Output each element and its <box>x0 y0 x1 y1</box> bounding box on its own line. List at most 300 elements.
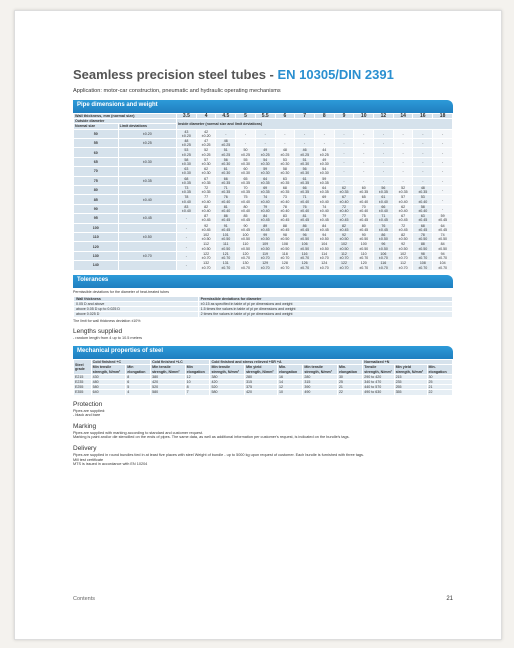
inside-diameter-cell <box>374 139 394 148</box>
inside-diameter-label: Inside diameter (normal size and limit deviations) <box>177 119 453 129</box>
contents-link[interactable]: Contents <box>73 596 96 602</box>
inside-diameter-value: 114 <box>321 251 328 256</box>
page-footer <box>73 596 453 602</box>
mechanical-value: 420 <box>210 379 245 384</box>
mechanical-sub-header: Min yield strength, N/mm² <box>394 365 427 374</box>
inside-diameter-cell <box>433 167 453 176</box>
inside-diameter-value: 48 <box>184 139 189 144</box>
inside-diameter-cell <box>393 251 413 260</box>
inside-diameter-value: 60 <box>361 186 366 191</box>
inside-diameter-value: - <box>363 131 365 136</box>
inside-diameter-value: - <box>343 159 345 164</box>
inside-diameter-cell <box>216 204 236 213</box>
inside-diameter-tolerance: ±0.70 <box>339 256 349 261</box>
inside-diameter-cell <box>314 129 334 138</box>
inside-diameter-cell <box>393 195 413 204</box>
inside-diameter-cell <box>295 242 315 251</box>
mechanical-sub-header: Min elongation <box>126 365 151 374</box>
lengths-text: - random length from 4 up to 10.5 meters <box>73 335 143 340</box>
inside-diameter-value: 68 <box>420 223 425 228</box>
inside-diameter-cell <box>236 186 256 195</box>
protection-heading: Protection <box>73 400 103 408</box>
outside-diameter-label: Outside diameter <box>74 119 177 124</box>
inside-diameter-value: 65 <box>361 195 366 200</box>
outside-diameter: 120 <box>74 242 119 251</box>
inside-diameter-cell <box>295 148 315 157</box>
inside-diameter-value: - <box>402 169 404 174</box>
inside-diameter-value: 71 <box>223 186 228 191</box>
inside-diameter-cell <box>275 186 295 195</box>
inside-diameter-cell <box>393 223 413 232</box>
inside-diameter-cell <box>413 204 433 213</box>
inside-diameter-cell <box>196 223 216 232</box>
wall-thickness-value: 12 <box>374 114 394 119</box>
inside-diameter-cell <box>295 195 315 204</box>
inside-diameter-value: 88 <box>420 242 425 247</box>
inside-diameter-value: 84 <box>322 223 327 228</box>
inside-diameter-tolerance: ±0.50 <box>319 246 329 251</box>
inside-diameter-value: 98 <box>282 233 287 238</box>
inside-diameter-value: 78 <box>420 233 425 238</box>
inside-diameter-cell <box>177 129 197 138</box>
inside-diameter-tolerance: ±0.70 <box>201 265 211 270</box>
inside-diameter-cell <box>216 129 236 138</box>
inside-diameter-value: 79 <box>263 204 268 209</box>
inside-diameter-tolerance: ±0.70 <box>300 256 310 261</box>
inside-diameter-cell <box>196 261 216 270</box>
inside-diameter-cell <box>374 148 394 157</box>
table-row <box>74 312 453 317</box>
inside-diameter-cell <box>374 157 394 166</box>
inside-diameter-cell <box>236 157 256 166</box>
table-row <box>74 148 453 157</box>
inside-diameter-tolerance: ±0.50 <box>260 246 270 251</box>
inside-diameter-tolerance: ±0.50 <box>398 246 408 251</box>
inside-diameter-cell <box>433 157 453 166</box>
inside-diameter-cell <box>393 186 413 195</box>
inside-diameter-tolerance: ±0.50 <box>438 237 448 242</box>
outside-diameter: 110 <box>74 233 119 242</box>
inside-diameter-value: 96 <box>302 233 307 238</box>
inside-diameter-cell <box>314 204 334 213</box>
inside-diameter-tolerance: ±0.50 <box>339 237 349 242</box>
mechanical-value: 280 <box>245 374 278 379</box>
inside-diameter-value: 72 <box>342 204 346 209</box>
inside-diameter-tolerance: ±0.70 <box>438 265 448 270</box>
inside-diameter-cell <box>295 167 315 176</box>
delivery-heading: Delivery <box>73 444 97 452</box>
pipe-dimensions-body <box>74 129 453 270</box>
inside-diameter-value: 85 <box>243 214 248 219</box>
inside-diameter-tolerance: ±0.40 <box>280 209 290 214</box>
inside-diameter-value: 94 <box>440 251 445 256</box>
inside-diameter-cell <box>334 176 354 185</box>
inside-diameter-cell <box>236 148 256 157</box>
inside-diameter-value: 62 <box>401 204 406 209</box>
inside-diameter-tolerance: ±0.45 <box>260 218 270 223</box>
inside-diameter-cell <box>393 167 413 176</box>
inside-diameter-value: 76 <box>302 204 307 209</box>
inside-diameter-value: - <box>363 159 365 164</box>
inside-diameter-value: 130 <box>242 261 249 266</box>
limit-deviation: ±0.40 <box>118 195 176 204</box>
inside-diameter-tolerance: ±0.40 <box>221 209 231 214</box>
inside-diameter-value: 63 <box>282 176 287 181</box>
inside-diameter-value: 74 <box>263 195 268 200</box>
wall-thickness-value: 5.5 <box>255 114 275 119</box>
inside-diameter-cell <box>334 129 354 138</box>
inside-diameter-cell <box>393 242 413 251</box>
inside-diameter-cell <box>413 195 433 204</box>
limit-deviation: ±0.50 <box>118 233 176 242</box>
inside-diameter-tolerance: ±0.40 <box>398 199 408 204</box>
inside-diameter-tolerance: ±0.40 <box>339 209 349 214</box>
wall-thickness-value: 4 <box>196 114 216 119</box>
limit-deviation <box>118 261 176 270</box>
inside-diameter-cell <box>177 186 197 195</box>
delivery-line: Pipes are supplied in round bundles tied in at least five places with steel Weight of bundle - up to 5000 kg upon request of customer. Each bundle is furnished with three tags. <box>73 452 364 457</box>
inside-diameter-tolerance: ±0.25 <box>181 143 191 148</box>
inside-diameter-cell <box>275 251 295 260</box>
inside-diameter-value: 75 <box>243 195 248 200</box>
inside-diameter-tolerance: ±0.40 <box>181 199 191 204</box>
inside-diameter-tolerance: ±0.30 <box>241 171 250 176</box>
mechanical-sub-header: Min tensile strength, N/mm² <box>91 365 126 374</box>
mechanical-value: 8 <box>126 374 151 379</box>
tolerance-deviation: 2 times the values in table of pi pe dimensions and weight <box>198 312 452 317</box>
inside-diameter-tolerance: ±0.35 <box>181 190 191 195</box>
inside-diameter-cell <box>295 139 315 148</box>
inside-diameter-value: 74 <box>440 233 445 238</box>
inside-diameter-value: - <box>264 141 266 146</box>
tolerance-wall: 0.05 D and above <box>74 301 199 306</box>
inside-diameter-value: - <box>185 253 187 258</box>
inside-diameter-value: 92 <box>401 242 406 247</box>
limit-deviation: ±0.70 <box>118 251 176 260</box>
inside-diameter-cell <box>354 129 374 138</box>
inside-diameter-tolerance: ±0.35 <box>201 180 211 185</box>
outside-diameter: 50 <box>74 129 119 138</box>
inside-diameter-cell <box>236 233 256 242</box>
mechanical-value: 420 <box>245 390 278 395</box>
inside-diameter-cell <box>295 214 315 223</box>
inside-diameter-value: 64 <box>322 186 327 191</box>
inside-diameter-tolerance: ±0.50 <box>319 237 329 242</box>
inside-diameter-value: 61 <box>223 167 228 172</box>
inside-diameter-cell <box>255 195 275 204</box>
inside-diameter-cell <box>236 261 256 270</box>
inside-diameter-tolerance: ±0.45 <box>378 218 388 223</box>
wall-thickness-value: 7 <box>295 114 315 119</box>
inside-diameter-cell <box>413 251 433 260</box>
wall-limit-note: The limit for wall thickness deviation ±10% <box>73 318 141 323</box>
steel-grade-label: Steel grade <box>74 360 92 375</box>
inside-diameter-tolerance: ±0.35 <box>201 190 211 195</box>
inside-diameter-value: - <box>402 178 404 183</box>
inside-diameter-cell <box>196 204 216 213</box>
inside-diameter-tolerance: ±0.35 <box>241 180 250 185</box>
inside-diameter-cell <box>255 233 275 242</box>
inside-diameter-cell <box>374 186 394 195</box>
inside-diameter-value: 62 <box>342 186 346 191</box>
inside-diameter-tolerance: ±0.50 <box>398 237 408 242</box>
title-prefix: Seamless precision steel tubes - <box>73 67 278 82</box>
inside-diameter-tolerance: ±0.35 <box>241 190 250 195</box>
inside-diameter-tolerance: ±0.45 <box>339 218 349 223</box>
inside-diameter-tolerance: ±0.30 <box>300 171 310 176</box>
inside-diameter-value: 80 <box>361 223 366 228</box>
inside-diameter-cell <box>236 139 256 148</box>
inside-diameter-value: 131 <box>222 261 229 266</box>
outside-diameter: 140 <box>74 261 119 270</box>
inside-diameter-tolerance: ±0.35 <box>280 180 290 185</box>
inside-diameter-cell <box>295 176 315 185</box>
inside-diameter-value: 53 <box>420 195 425 200</box>
wall-thickness-value: 5 <box>236 114 256 119</box>
inside-diameter-cell <box>374 261 394 270</box>
inside-diameter-tolerance: ±0.35 <box>418 190 428 195</box>
mechanical-value: 7 <box>185 390 210 395</box>
table-row <box>74 242 453 251</box>
inside-diameter-value: - <box>441 197 444 202</box>
table-row <box>74 261 453 270</box>
inside-diameter-cell <box>393 176 413 185</box>
inside-diameter-cell <box>216 195 236 204</box>
inside-diameter-cell <box>314 186 334 195</box>
mechanical-value: 215 <box>394 374 427 379</box>
inside-diameter-value: 81 <box>302 214 307 219</box>
inside-diameter-value: 129 <box>262 261 269 266</box>
inside-diameter-tolerance: ±0.50 <box>300 237 310 242</box>
inside-diameter-value: 66 <box>223 176 228 181</box>
inside-diameter-tolerance: ±0.50 <box>359 237 369 242</box>
inside-diameter-tolerance: ±0.70 <box>221 256 231 261</box>
table-row <box>74 233 453 242</box>
inside-diameter-cell <box>413 261 433 270</box>
limit-deviation: ±0.45 <box>118 214 176 223</box>
inside-diameter-cell <box>275 223 295 232</box>
inside-diameter-value: 57 <box>204 157 209 162</box>
inside-diameter-tolerance: ±0.40 <box>300 199 310 204</box>
inside-diameter-value: - <box>422 131 424 136</box>
inside-diameter-tolerance: ±0.50 <box>221 237 231 242</box>
marking-line: Pipes are supplied with marking according to standard and customer request. <box>73 430 204 435</box>
inside-diameter-tolerance: ±0.35 <box>280 190 290 195</box>
mechanical-value: 16 <box>278 374 303 379</box>
mechanical-sub-header: Min. elongation <box>278 365 303 374</box>
inside-diameter-value: 71 <box>302 195 307 200</box>
inside-diameter-cell <box>314 148 334 157</box>
inside-diameter-value: 50 <box>243 148 248 153</box>
normal-size-label: Normal size <box>74 124 119 129</box>
mechanical-value: 440 to 570 <box>363 385 394 390</box>
inside-diameter-value: 111 <box>223 242 229 247</box>
group-cold-finished-lc: Cold finished +LC <box>151 360 210 365</box>
mechanical-value: 22 <box>337 390 362 395</box>
inside-diameter-value: 78 <box>184 195 189 200</box>
inside-diameter-value: - <box>441 141 444 146</box>
inside-diameter-cell <box>216 233 236 242</box>
outside-diameter: 100 <box>74 223 119 232</box>
inside-diameter-value: 70 <box>243 186 248 191</box>
inside-diameter-cell <box>413 233 433 242</box>
mechanical-sub-header: Tensile strength, N/mm² <box>363 365 394 374</box>
inside-diameter-value: - <box>422 141 424 146</box>
inside-diameter-cell <box>433 186 453 195</box>
mechanical-value: 390 <box>303 385 338 390</box>
inside-diameter-tolerance: ±0.25 <box>201 152 211 157</box>
inside-diameter-value: 106 <box>301 242 308 247</box>
inside-diameter-value: 110 <box>242 242 249 247</box>
inside-diameter-value: 53 <box>282 157 287 162</box>
inside-diameter-cell <box>374 214 394 223</box>
inside-diameter-value: 51 <box>302 157 307 162</box>
inside-diameter-tolerance: ±0.25 <box>280 152 290 157</box>
inside-diameter-tolerance: ±0.40 <box>398 209 408 214</box>
inside-diameter-value: 77 <box>204 195 209 200</box>
inside-diameter-cell <box>413 242 433 251</box>
inside-diameter-value: 122 <box>341 261 347 266</box>
marking-heading: Marking <box>73 422 97 430</box>
inside-diameter-cell <box>314 242 334 251</box>
inside-diameter-tolerance: ±0.45 <box>201 218 211 223</box>
mechanical-value: 315 <box>245 379 278 384</box>
limit-deviation <box>118 148 176 157</box>
inside-diameter-cell <box>334 251 354 260</box>
mechanical-value: 490 to 630 <box>363 390 394 395</box>
wall-thickness-value: 3.5 <box>177 114 197 119</box>
inside-diameter-tolerance: ±0.40 <box>418 209 428 214</box>
inside-diameter-tolerance: ±0.50 <box>280 246 290 251</box>
inside-diameter-tolerance: ±0.45 <box>300 218 310 223</box>
group-normalized: Normalized +N <box>363 360 453 365</box>
inside-diameter-cell <box>393 148 413 157</box>
inside-diameter-tolerance: ±0.70 <box>398 265 408 270</box>
inside-diameter-tolerance: ±0.50 <box>241 246 250 251</box>
inside-diameter-value: 64 <box>440 223 445 228</box>
inside-diameter-tolerance: ±0.45 <box>378 227 388 232</box>
mechanical-value: 10 <box>278 390 303 395</box>
inside-diameter-tolerance: ±0.40 <box>241 209 250 214</box>
inside-diameter-value: - <box>185 244 187 249</box>
inside-diameter-cell <box>354 261 374 270</box>
inside-diameter-value: 46 <box>223 139 228 144</box>
inside-diameter-value: 74 <box>322 204 327 209</box>
inside-diameter-value: 84 <box>263 214 268 219</box>
mechanical-value: 580 <box>210 390 245 395</box>
inside-diameter-cell <box>236 204 256 213</box>
inside-diameter-value: - <box>441 159 444 164</box>
inside-diameter-cell <box>295 233 315 242</box>
inside-diameter-cell <box>334 148 354 157</box>
inside-diameter-cell <box>236 214 256 223</box>
inside-diameter-tolerance: ±0.35 <box>319 190 329 195</box>
inside-diameter-value: - <box>441 150 444 155</box>
inside-diameter-value: - <box>382 141 385 146</box>
inside-diameter-value: 83 <box>282 214 287 219</box>
inside-diameter-cell <box>433 129 453 138</box>
inside-diameter-value: - <box>323 141 325 146</box>
inside-diameter-tolerance: ±0.35 <box>221 190 231 195</box>
inside-diameter-value: 80 <box>243 204 248 209</box>
inside-diameter-cell <box>413 129 433 138</box>
inside-diameter-tolerance: ±0.40 <box>319 209 329 214</box>
inside-diameter-cell <box>433 204 453 213</box>
inside-diameter-value: - <box>185 225 187 230</box>
table-row <box>74 195 453 204</box>
page-content <box>73 67 453 467</box>
inside-diameter-value: 58 <box>184 157 189 162</box>
outside-diameter: 130 <box>74 251 119 260</box>
inside-diameter-cell <box>354 186 374 195</box>
inside-diameter-tolerance: ±0.35 <box>300 180 310 185</box>
mechanical-value: 520 <box>151 385 186 390</box>
inside-diameter-tolerance: ±0.45 <box>398 218 408 223</box>
inside-diameter-tolerance: ±0.50 <box>241 237 250 242</box>
tolerances-intro: Permissible deviations for the diameter of heat-treated tubes <box>73 289 170 294</box>
outside-diameter: 70 <box>74 167 119 176</box>
group-cold-finished: Cold finished +C <box>91 360 150 365</box>
inside-diameter-value: 64 <box>263 176 268 181</box>
inside-diameter-value: 119 <box>262 251 269 256</box>
inside-diameter-value: 120 <box>360 261 367 266</box>
inside-diameter-cell <box>433 214 453 223</box>
inside-diameter-tolerance: ±0.45 <box>319 218 329 223</box>
inside-diameter-cell <box>314 233 334 242</box>
inside-diameter-cell <box>196 242 216 251</box>
mechanical-value: 8 <box>185 385 210 390</box>
inside-diameter-cell <box>354 204 374 213</box>
mechanical-value: 255 <box>394 385 427 390</box>
mechanical-value: 5 <box>126 385 151 390</box>
inside-diameter-tolerance: ±0.40 <box>280 199 290 204</box>
wall-thickness-value: 9 <box>334 114 354 119</box>
inside-diameter-cell <box>433 233 453 242</box>
mechanical-value: 12 <box>185 374 210 379</box>
inside-diameter-cell <box>314 223 334 232</box>
inside-diameter-value: 78 <box>282 204 287 209</box>
inside-diameter-value: - <box>185 235 187 240</box>
inside-diameter-tolerance: ±0.30 <box>280 171 290 176</box>
inside-diameter-tolerance: ±0.50 <box>438 246 448 251</box>
inside-diameter-value: 102 <box>400 251 407 256</box>
inside-diameter-tolerance: ±0.35 <box>319 180 329 185</box>
outside-diameter: 95 <box>74 214 119 223</box>
inside-diameter-tolerance: ±0.70 <box>241 265 250 270</box>
inside-diameter-cell <box>236 242 256 251</box>
inside-diameter-value: - <box>343 178 345 183</box>
wall-thickness-value: 14 <box>393 114 413 119</box>
inside-diameter-cell <box>354 214 374 223</box>
inside-diameter-value: 55 <box>243 157 248 162</box>
inside-diameter-tolerance: ±0.45 <box>221 227 231 232</box>
inside-diameter-cell <box>314 176 334 185</box>
inside-diameter-cell <box>177 195 197 204</box>
inside-diameter-tolerance: ±0.45 <box>438 227 448 232</box>
inside-diameter-cell <box>255 223 275 232</box>
inside-diameter-cell <box>334 186 354 195</box>
inside-diameter-value: 66 <box>381 204 386 209</box>
inside-diameter-cell <box>216 167 236 176</box>
inside-diameter-cell <box>216 223 236 232</box>
inside-diameter-value: 67 <box>342 195 346 200</box>
inside-diameter-cell <box>255 242 275 251</box>
inside-diameter-value: 59 <box>440 214 445 219</box>
inside-diameter-cell <box>295 204 315 213</box>
inside-diameter-value: 88 <box>282 223 287 228</box>
inside-diameter-cell <box>177 261 197 270</box>
inside-diameter-value: 104 <box>439 261 446 266</box>
